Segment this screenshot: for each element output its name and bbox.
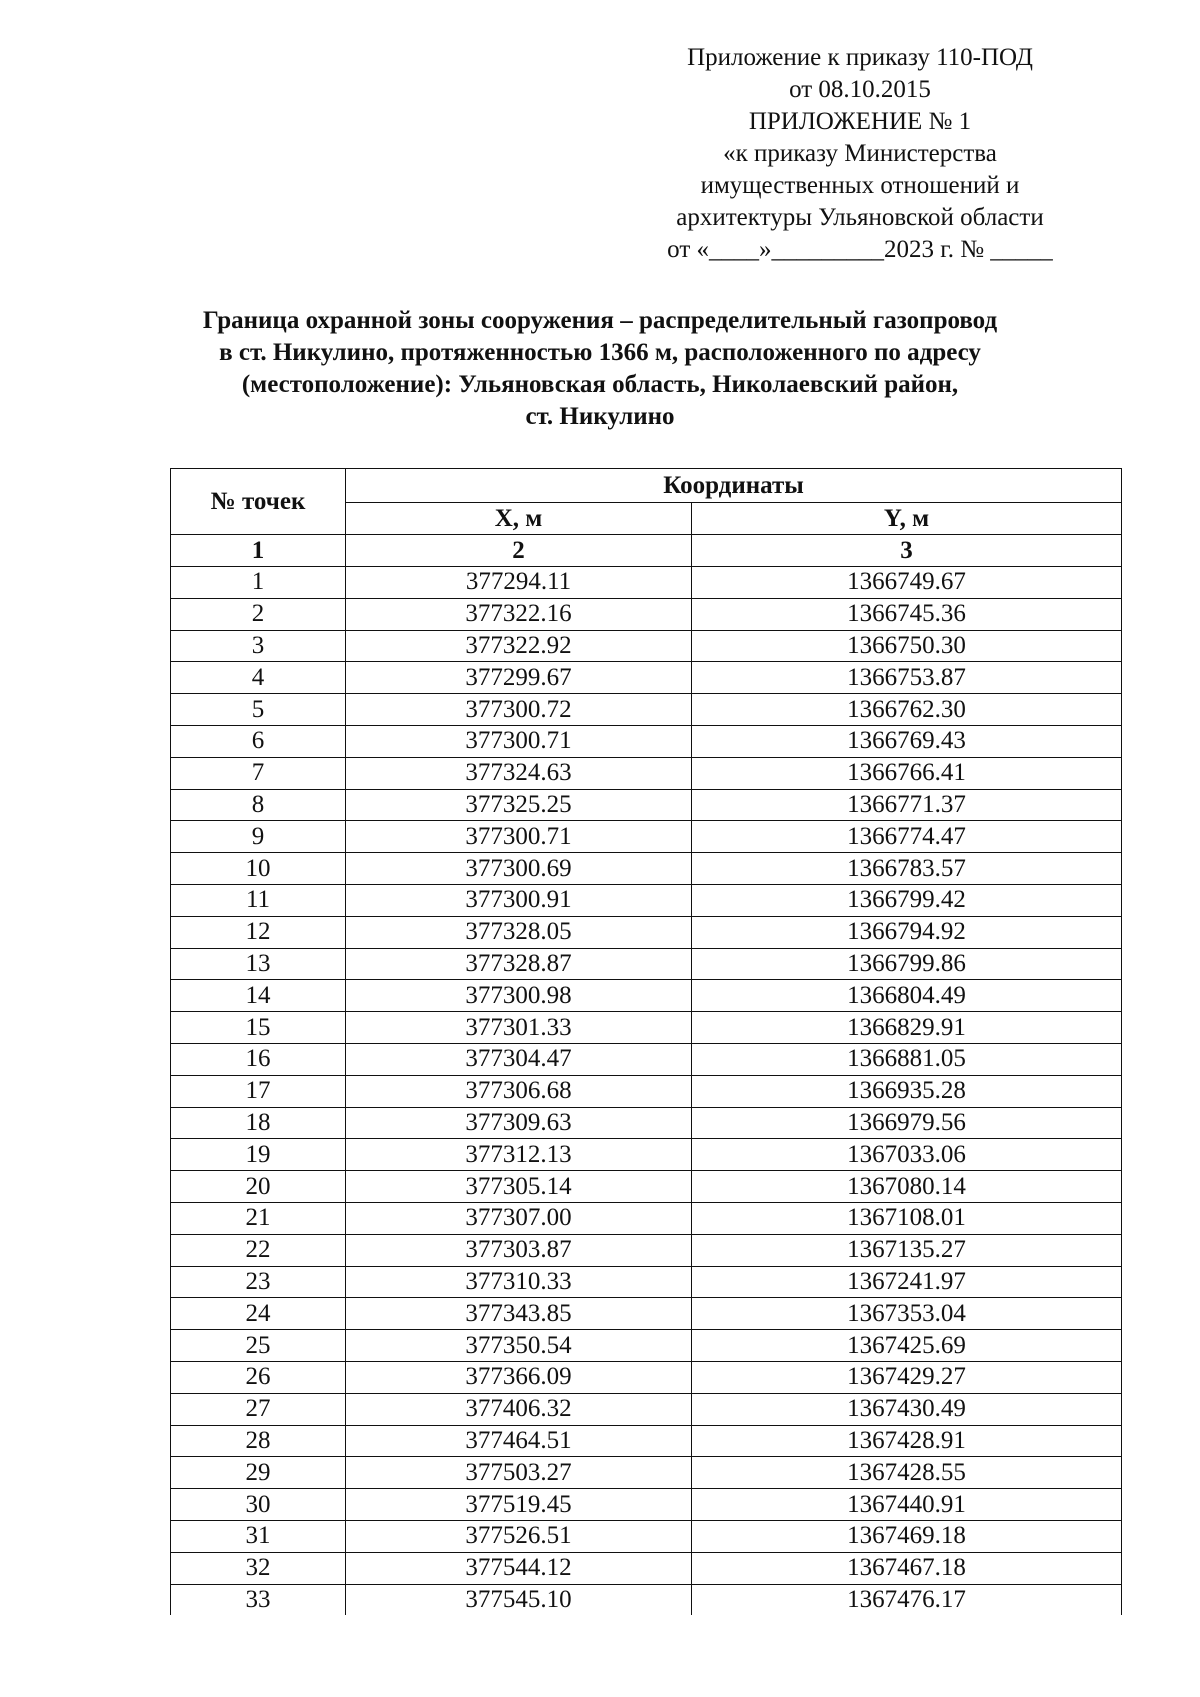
- table-row: [171, 1298, 1122, 1330]
- column-number: 2: [346, 535, 692, 567]
- table-row: [171, 694, 1122, 726]
- x-coordinate-cell: 377464.51: [346, 1425, 692, 1457]
- y-coordinate-cell: 1366794.92: [692, 916, 1122, 948]
- column-number: 3: [692, 535, 1122, 567]
- point-number-cell: 11: [171, 884, 346, 916]
- x-coordinate-cell: 377304.47: [346, 1043, 692, 1075]
- point-number-cell: 8: [171, 789, 346, 821]
- y-coordinate-cell: 1367429.27: [692, 1361, 1122, 1393]
- header-line: имущественных отношений и: [700, 172, 1020, 199]
- table-row: [171, 884, 1122, 916]
- header-line: «к приказу Министерства: [723, 140, 997, 167]
- point-number-cell: 24: [171, 1298, 346, 1330]
- y-coordinate-cell: 1366881.05: [692, 1043, 1122, 1075]
- y-coordinate-cell: 1367469.18: [692, 1520, 1122, 1552]
- table-row: [171, 1075, 1122, 1107]
- table-row: [171, 1489, 1122, 1521]
- x-coordinate-cell: 377300.72: [346, 694, 692, 726]
- y-coordinate-cell: 1366783.57: [692, 853, 1122, 885]
- table-row: [171, 789, 1122, 821]
- y-coordinate-cell: 1367467.18: [692, 1552, 1122, 1584]
- x-coordinate-cell: 377301.33: [346, 1012, 692, 1044]
- y-coordinate-cell: 1366799.86: [692, 948, 1122, 980]
- title-line: ст. Никулино: [525, 403, 675, 430]
- point-number-cell: 9: [171, 821, 346, 853]
- document-title: [130, 305, 1070, 433]
- table-row: [171, 1361, 1122, 1393]
- table-row: [171, 630, 1122, 662]
- point-number-cell: 30: [171, 1489, 346, 1521]
- y-coordinate-cell: 1367440.91: [692, 1489, 1122, 1521]
- point-number-cell: 1: [171, 567, 346, 599]
- y-coordinate-cell: 1367108.01: [692, 1202, 1122, 1234]
- point-number-cell: 10: [171, 853, 346, 885]
- table-row: [171, 1012, 1122, 1044]
- x-coordinate-cell: 377406.32: [346, 1393, 692, 1425]
- table-row: [171, 1393, 1122, 1425]
- y-coordinate-cell: 1366771.37: [692, 789, 1122, 821]
- header-points: № точек: [171, 469, 346, 535]
- table-row: [171, 1552, 1122, 1584]
- x-coordinate-cell: 377324.63: [346, 757, 692, 789]
- x-coordinate-cell: 377343.85: [346, 1298, 692, 1330]
- point-number-cell: 4: [171, 662, 346, 694]
- table-row: [171, 948, 1122, 980]
- header-x: X, м: [346, 503, 692, 535]
- x-coordinate-cell: 377300.98: [346, 980, 692, 1012]
- point-number-cell: 17: [171, 1075, 346, 1107]
- table-row: [171, 853, 1122, 885]
- table-body: [171, 535, 1122, 1616]
- y-coordinate-cell: 1367428.55: [692, 1457, 1122, 1489]
- x-coordinate-cell: 377303.87: [346, 1234, 692, 1266]
- table-row: [171, 821, 1122, 853]
- point-number-cell: 14: [171, 980, 346, 1012]
- column-number-row: [171, 535, 1122, 567]
- point-number-cell: 25: [171, 1330, 346, 1362]
- y-coordinate-cell: 1367425.69: [692, 1330, 1122, 1362]
- point-number-cell: 6: [171, 725, 346, 757]
- x-coordinate-cell: 377526.51: [346, 1520, 692, 1552]
- y-coordinate-cell: 1367476.17: [692, 1584, 1122, 1615]
- title-line: в ст. Никулино, протяженностью 1366 м, расположенного по адресу: [219, 339, 981, 366]
- table-row: [171, 757, 1122, 789]
- title-line: (местоположение): Ульяновская область, Николаевский район,: [241, 371, 959, 398]
- table-row: [171, 1171, 1122, 1203]
- y-coordinate-cell: 1366774.47: [692, 821, 1122, 853]
- point-number-cell: 29: [171, 1457, 346, 1489]
- y-coordinate-cell: 1366749.67: [692, 567, 1122, 599]
- x-coordinate-cell: 377300.71: [346, 725, 692, 757]
- point-number-cell: 3: [171, 630, 346, 662]
- x-coordinate-cell: 377366.09: [346, 1361, 692, 1393]
- y-coordinate-cell: 1366769.43: [692, 725, 1122, 757]
- point-number-cell: 20: [171, 1171, 346, 1203]
- x-coordinate-cell: 377300.71: [346, 821, 692, 853]
- column-number: 1: [171, 535, 346, 567]
- point-number-cell: 28: [171, 1425, 346, 1457]
- x-coordinate-cell: 377519.45: [346, 1489, 692, 1521]
- table-row: [171, 725, 1122, 757]
- table-row: [171, 1043, 1122, 1075]
- y-coordinate-cell: 1367080.14: [692, 1171, 1122, 1203]
- coordinates-table: [170, 468, 1122, 1615]
- point-number-cell: 18: [171, 1107, 346, 1139]
- y-coordinate-cell: 1366804.49: [692, 980, 1122, 1012]
- point-number-cell: 27: [171, 1393, 346, 1425]
- x-coordinate-cell: 377328.87: [346, 948, 692, 980]
- x-coordinate-cell: 377503.27: [346, 1457, 692, 1489]
- table-row: [171, 1425, 1122, 1457]
- point-number-cell: 23: [171, 1266, 346, 1298]
- point-number-cell: 12: [171, 916, 346, 948]
- y-coordinate-cell: 1366753.87: [692, 662, 1122, 694]
- header-line: Приложение к приказу 110-ПОД: [687, 44, 1033, 71]
- table-row: [171, 1107, 1122, 1139]
- x-coordinate-cell: 377305.14: [346, 1171, 692, 1203]
- table-row: [171, 1584, 1122, 1615]
- x-coordinate-cell: 377306.68: [346, 1075, 692, 1107]
- y-coordinate-cell: 1366762.30: [692, 694, 1122, 726]
- header-line: от 08.10.2015: [789, 76, 931, 103]
- table-row: [171, 980, 1122, 1012]
- y-coordinate-cell: 1366829.91: [692, 1012, 1122, 1044]
- point-number-cell: 2: [171, 598, 346, 630]
- y-coordinate-cell: 1366979.56: [692, 1107, 1122, 1139]
- point-number-cell: 16: [171, 1043, 346, 1075]
- x-coordinate-cell: 377294.11: [346, 567, 692, 599]
- point-number-cell: 32: [171, 1552, 346, 1584]
- table-row: [171, 1234, 1122, 1266]
- x-coordinate-cell: 377545.10: [346, 1584, 692, 1615]
- point-number-cell: 13: [171, 948, 346, 980]
- x-coordinate-cell: 377322.92: [346, 630, 692, 662]
- table-row: [171, 567, 1122, 599]
- point-number-cell: 19: [171, 1139, 346, 1171]
- x-coordinate-cell: 377312.13: [346, 1139, 692, 1171]
- point-number-cell: 31: [171, 1520, 346, 1552]
- y-coordinate-cell: 1366745.36: [692, 598, 1122, 630]
- x-coordinate-cell: 377322.16: [346, 598, 692, 630]
- x-coordinate-cell: 377350.54: [346, 1330, 692, 1362]
- y-coordinate-cell: 1367241.97: [692, 1266, 1122, 1298]
- point-number-cell: 26: [171, 1361, 346, 1393]
- y-coordinate-cell: 1367353.04: [692, 1298, 1122, 1330]
- y-coordinate-cell: 1366935.28: [692, 1075, 1122, 1107]
- y-coordinate-cell: 1367135.27: [692, 1234, 1122, 1266]
- x-coordinate-cell: 377309.63: [346, 1107, 692, 1139]
- y-coordinate-cell: 1367428.91: [692, 1425, 1122, 1457]
- table-row: [171, 1457, 1122, 1489]
- x-coordinate-cell: 377325.25: [346, 789, 692, 821]
- table-row: [171, 662, 1122, 694]
- appendix-header: [600, 42, 1120, 266]
- table-row: [171, 1520, 1122, 1552]
- y-coordinate-cell: 1366799.42: [692, 884, 1122, 916]
- table-row: [171, 598, 1122, 630]
- table-row: [171, 1139, 1122, 1171]
- header-line: ПРИЛОЖЕНИЕ № 1: [748, 108, 972, 135]
- x-coordinate-cell: 377299.67: [346, 662, 692, 694]
- header-coordinates: Координаты: [346, 469, 1122, 503]
- x-coordinate-cell: 377544.12: [346, 1552, 692, 1584]
- point-number-cell: 22: [171, 1234, 346, 1266]
- y-coordinate-cell: 1366750.30: [692, 630, 1122, 662]
- header-y: Y, м: [692, 503, 1122, 535]
- table-row: [171, 1202, 1122, 1234]
- point-number-cell: 5: [171, 694, 346, 726]
- y-coordinate-cell: 1367430.49: [692, 1393, 1122, 1425]
- x-coordinate-cell: 377307.00: [346, 1202, 692, 1234]
- point-number-cell: 7: [171, 757, 346, 789]
- title-line: Граница охранной зоны сооружения – распределительный газопровод: [202, 307, 998, 334]
- x-coordinate-cell: 377300.69: [346, 853, 692, 885]
- x-coordinate-cell: 377328.05: [346, 916, 692, 948]
- x-coordinate-cell: 377300.91: [346, 884, 692, 916]
- header-line: архитектуры Ульяновской области: [676, 204, 1044, 231]
- table-row: [171, 916, 1122, 948]
- table-row: [171, 1266, 1122, 1298]
- point-number-cell: 33: [171, 1584, 346, 1615]
- x-coordinate-cell: 377310.33: [346, 1266, 692, 1298]
- y-coordinate-cell: 1367033.06: [692, 1139, 1122, 1171]
- header-line: от «____»_________2023 г. № _____: [667, 236, 1053, 263]
- point-number-cell: 15: [171, 1012, 346, 1044]
- y-coordinate-cell: 1366766.41: [692, 757, 1122, 789]
- table-row: [171, 1330, 1122, 1362]
- point-number-cell: 21: [171, 1202, 346, 1234]
